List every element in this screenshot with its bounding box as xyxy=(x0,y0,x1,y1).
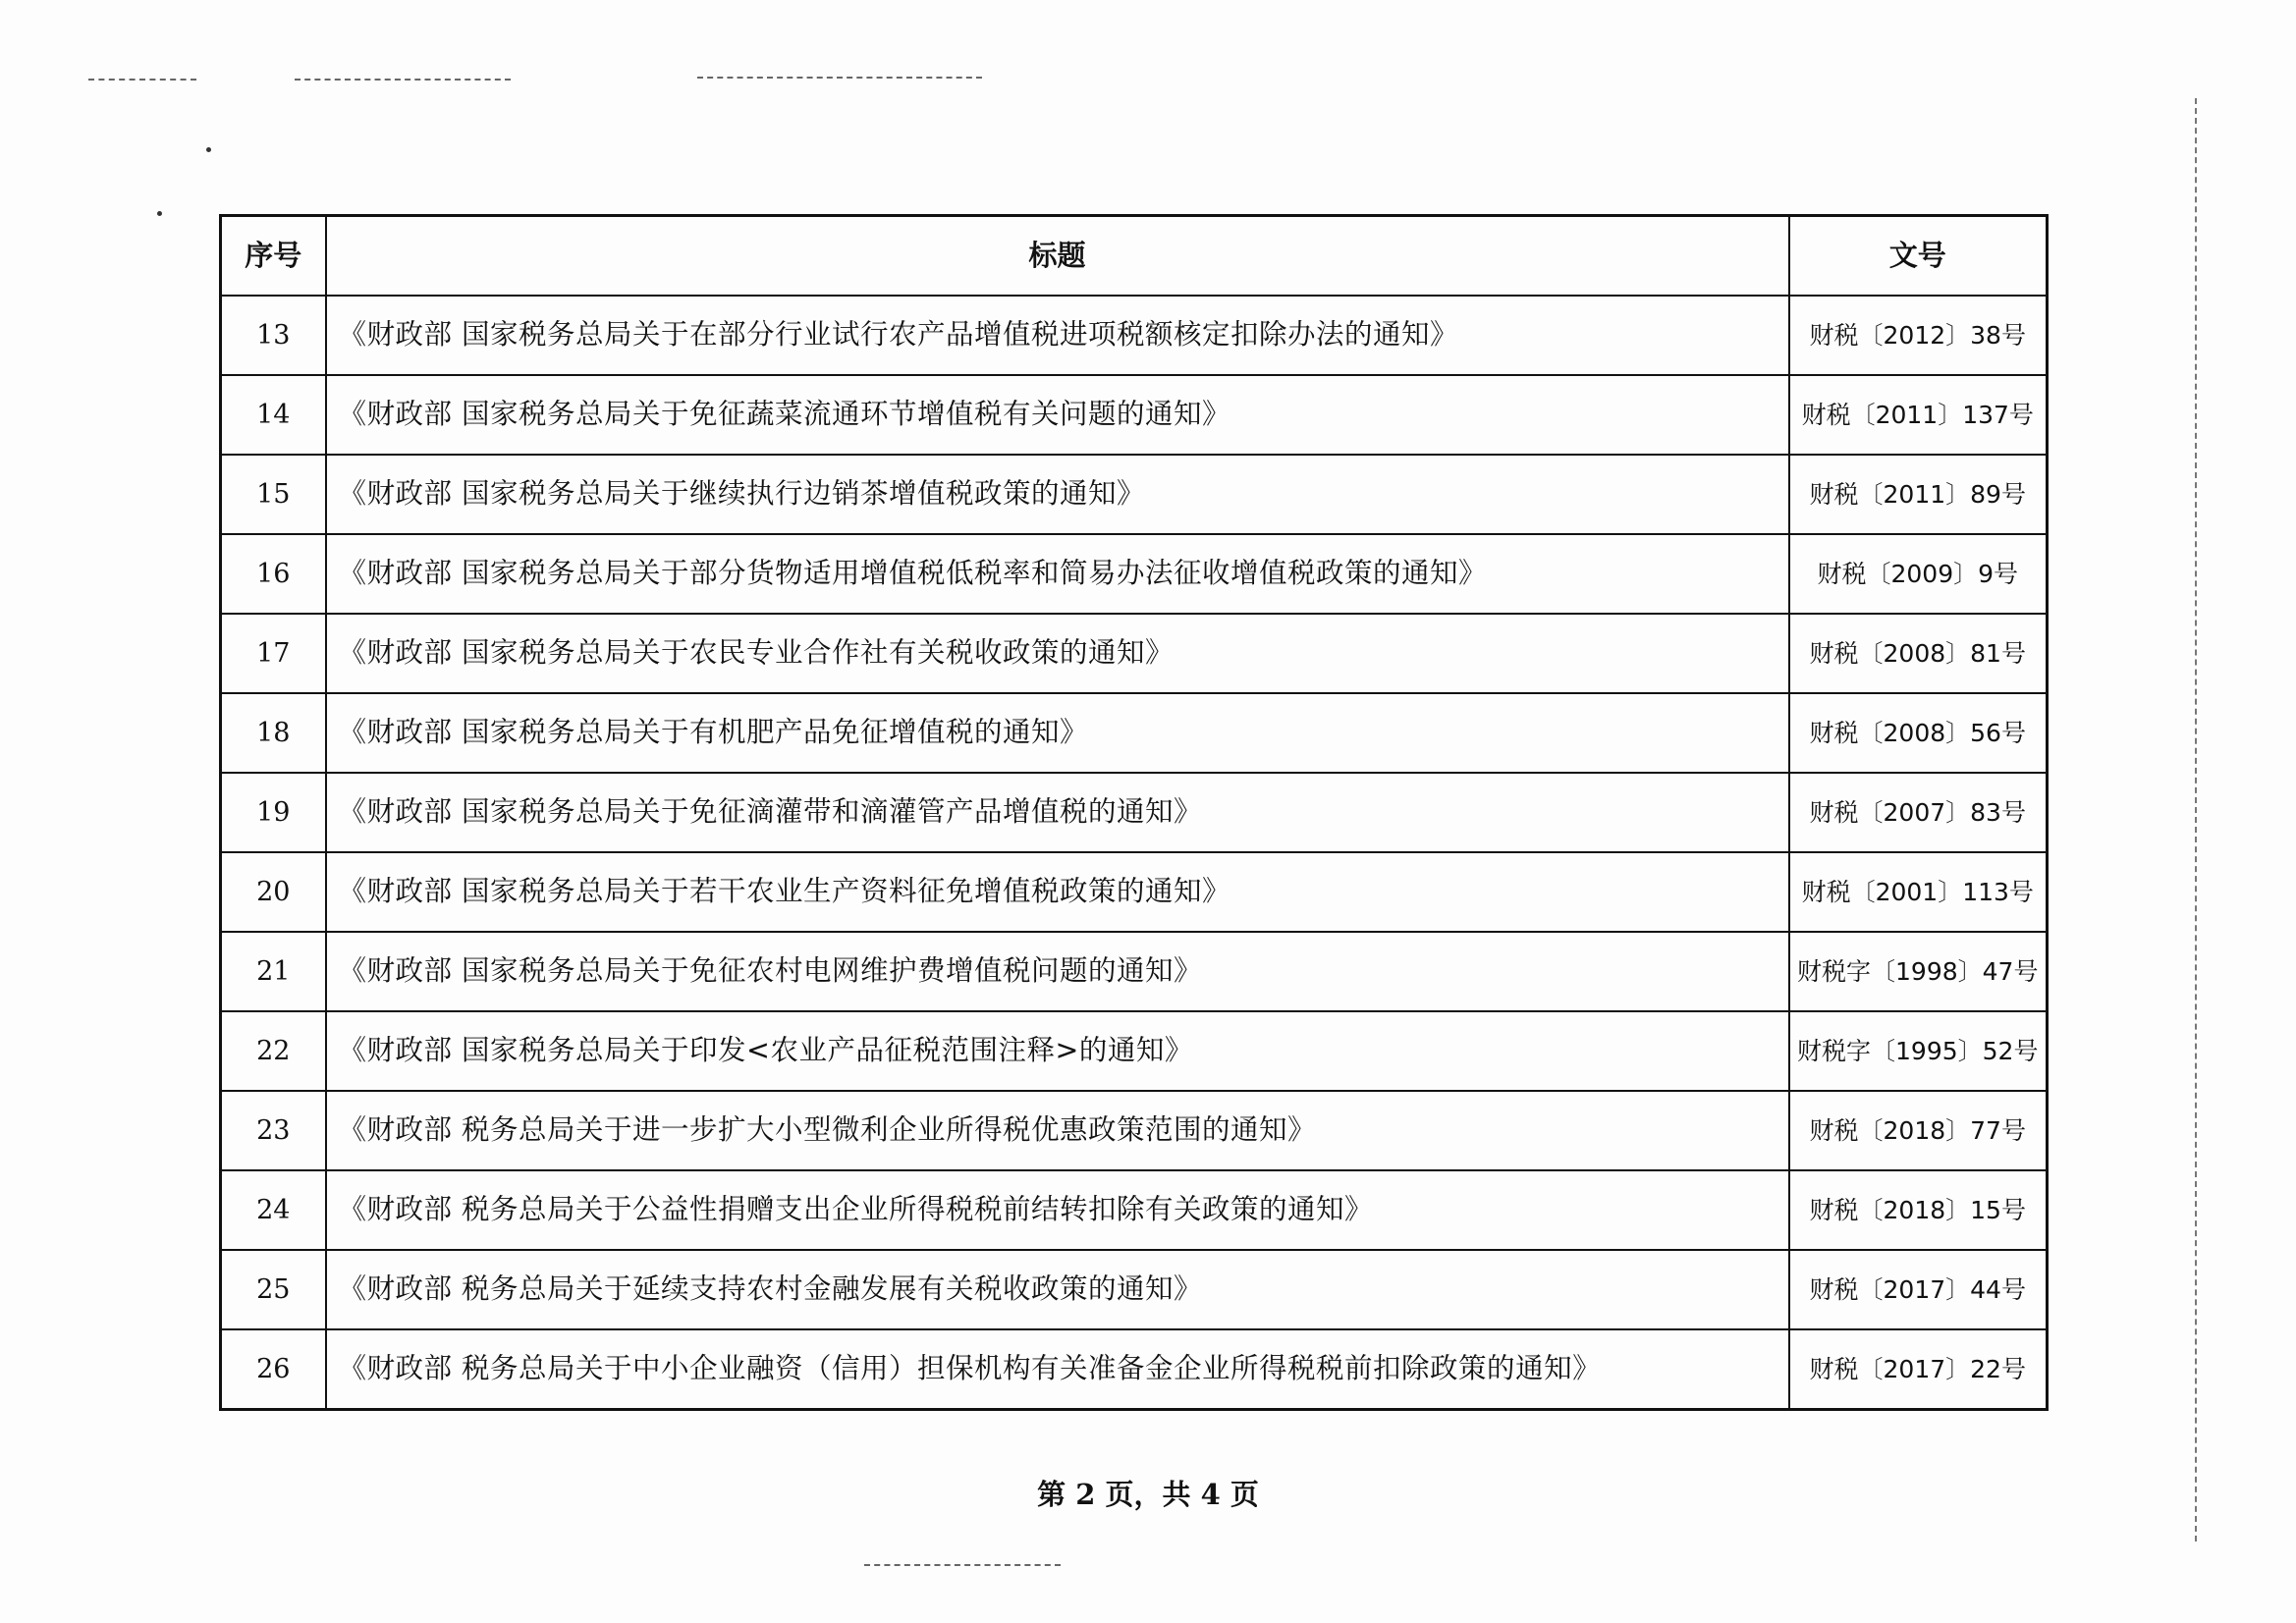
table-row xyxy=(221,1011,2048,1091)
row-doc-no: 财税字〔1998〕47号 xyxy=(1789,932,2048,1011)
row-doc-no: 财税〔2001〕113号 xyxy=(1789,852,2048,932)
row-seq: 19 xyxy=(221,773,326,852)
row-title: 《财政部 国家税务总局关于免征蔬菜流通环节增值税有关问题的通知》 xyxy=(326,375,1789,455)
header-title: 标题 xyxy=(326,216,1789,297)
row-title: 《财政部 国家税务总局关于在部分行业试行农产品增值税进项税额核定扣除办法的通知》 xyxy=(326,296,1789,375)
row-seq: 15 xyxy=(221,455,326,534)
table-row xyxy=(221,614,2048,693)
row-title: 《财政部 税务总局关于进一步扩大小型微利企业所得税优惠政策范围的通知》 xyxy=(326,1091,1789,1170)
row-title: 《财政部 国家税务总局关于免征滴灌带和滴灌管产品增值税的通知》 xyxy=(326,773,1789,852)
table-row xyxy=(221,852,2048,932)
scan-artifact-top-right xyxy=(697,77,982,79)
row-doc-no: 财税〔2007〕83号 xyxy=(1789,773,2048,852)
table-row xyxy=(221,1091,2048,1170)
scan-artifact-right-edge xyxy=(2195,98,2197,1542)
row-title: 《财政部 税务总局关于延续支持农村金融发展有关税收政策的通知》 xyxy=(326,1250,1789,1329)
row-doc-no: 财税〔2009〕9号 xyxy=(1789,534,2048,614)
row-doc-no: 财税〔2008〕81号 xyxy=(1789,614,2048,693)
table-row xyxy=(221,1250,2048,1329)
scan-dot xyxy=(206,147,211,152)
table-row xyxy=(221,773,2048,852)
scan-dot xyxy=(157,211,162,216)
row-doc-no: 财税〔2011〕89号 xyxy=(1789,455,2048,534)
policy-document-table xyxy=(219,214,2049,1411)
row-title: 《财政部 国家税务总局关于继续执行边销茶增值税政策的通知》 xyxy=(326,455,1789,534)
row-seq: 20 xyxy=(221,852,326,932)
row-doc-no: 财税〔2011〕137号 xyxy=(1789,375,2048,455)
row-doc-no: 财税字〔1995〕52号 xyxy=(1789,1011,2048,1091)
table-row xyxy=(221,375,2048,455)
table-header-row xyxy=(221,216,2048,297)
row-seq: 14 xyxy=(221,375,326,455)
row-title: 《财政部 国家税务总局关于部分货物适用增值税低税率和简易办法征收增值税政策的通知》 xyxy=(326,534,1789,614)
row-doc-no: 财税〔2008〕56号 xyxy=(1789,693,2048,773)
row-seq: 25 xyxy=(221,1250,326,1329)
page-number: 第 2 页，共 4 页 xyxy=(1037,1478,1259,1511)
row-seq: 24 xyxy=(221,1170,326,1250)
row-title: 《财政部 税务总局关于中小企业融资（信用）担保机构有关准备金企业所得税税前扣除政策的通知》 xyxy=(326,1329,1789,1410)
scan-artifact-top-mid xyxy=(295,79,511,81)
scan-artifact-bottom xyxy=(864,1564,1061,1566)
row-seq: 23 xyxy=(221,1091,326,1170)
scan-artifact-top-left xyxy=(88,79,196,81)
row-doc-no: 财税〔2017〕22号 xyxy=(1789,1329,2048,1410)
header-doc-no: 文号 xyxy=(1789,216,2048,297)
row-doc-no: 财税〔2018〕15号 xyxy=(1789,1170,2048,1250)
row-doc-no: 财税〔2018〕77号 xyxy=(1789,1091,2048,1170)
row-seq: 16 xyxy=(221,534,326,614)
row-title: 《财政部 国家税务总局关于农民专业合作社有关税收政策的通知》 xyxy=(326,614,1789,693)
row-seq: 26 xyxy=(221,1329,326,1410)
row-title: 《财政部 国家税务总局关于免征农村电网维护费增值税问题的通知》 xyxy=(326,932,1789,1011)
row-seq: 13 xyxy=(221,296,326,375)
row-seq: 22 xyxy=(221,1011,326,1091)
row-seq: 17 xyxy=(221,614,326,693)
row-title: 《财政部 国家税务总局关于有机肥产品免征增值税的通知》 xyxy=(326,693,1789,773)
table-row xyxy=(221,455,2048,534)
row-seq: 21 xyxy=(221,932,326,1011)
row-seq: 18 xyxy=(221,693,326,773)
row-doc-no: 财税〔2012〕38号 xyxy=(1789,296,2048,375)
table-row xyxy=(221,296,2048,375)
header-seq: 序号 xyxy=(221,216,326,297)
table-row xyxy=(221,693,2048,773)
table-row xyxy=(221,534,2048,614)
table-row xyxy=(221,1170,2048,1250)
row-title: 《财政部 国家税务总局关于若干农业生产资料征免增值税政策的通知》 xyxy=(326,852,1789,932)
row-doc-no: 财税〔2017〕44号 xyxy=(1789,1250,2048,1329)
row-title: 《财政部 国家税务总局关于印发<农业产品征税范围注释>的通知》 xyxy=(326,1011,1789,1091)
table-row xyxy=(221,932,2048,1011)
table-row xyxy=(221,1329,2048,1410)
row-title: 《财政部 税务总局关于公益性捐赠支出企业所得税税前结转扣除有关政策的通知》 xyxy=(326,1170,1789,1250)
